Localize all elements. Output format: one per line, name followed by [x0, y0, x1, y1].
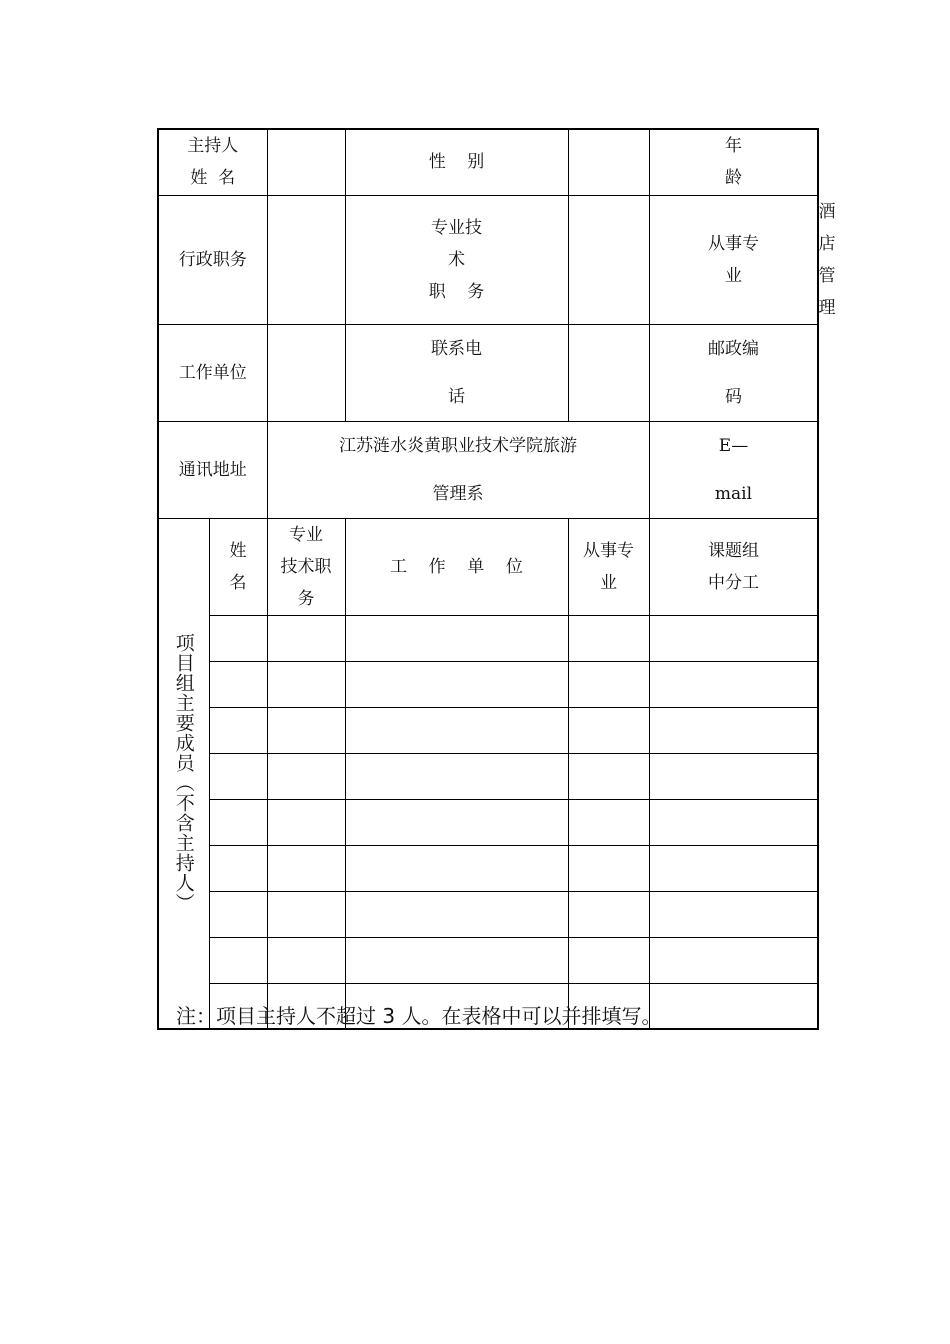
col-major-header: [568, 518, 649, 615]
member-unit-cell[interactable]: [345, 799, 568, 845]
member-row: [158, 845, 818, 891]
member-title-cell[interactable]: [267, 845, 345, 891]
member-name-cell[interactable]: [209, 891, 267, 937]
member-role-cell[interactable]: [649, 799, 818, 845]
member-title-cell[interactable]: [267, 891, 345, 937]
col-title-line3: 务: [297, 588, 315, 609]
gender-label: 性 别: [345, 129, 568, 195]
major-label-line1: 从事专: [708, 233, 759, 254]
tech-title-label: [345, 195, 568, 324]
phone-label-line2: 话: [448, 386, 465, 407]
email-label-line1: E—: [718, 435, 749, 456]
members-side-label-text: 项目组主要成员（不含主持人）: [172, 633, 195, 914]
member-unit-cell[interactable]: [345, 661, 568, 707]
host-name-field[interactable]: [267, 129, 345, 195]
admin-post-label: 行政职务: [158, 195, 267, 324]
host-row: [158, 129, 818, 195]
member-row: [158, 615, 818, 661]
member-role-cell[interactable]: [649, 937, 818, 983]
address-row: [158, 421, 818, 518]
member-role-cell[interactable]: [649, 753, 818, 799]
tech-title-line1: 专业技: [431, 217, 482, 238]
col-title-header: [267, 518, 345, 615]
email-label-line2: mail: [714, 483, 753, 504]
email-label: [649, 421, 818, 518]
phone-label-line1: 联系电: [431, 338, 482, 359]
tech-title-line3: 职 务: [428, 281, 485, 302]
members-side-label: [158, 518, 209, 1029]
age-label-line2: 龄: [725, 168, 742, 189]
member-role-cell[interactable]: [649, 983, 818, 1029]
col-role-line1: 课题组: [708, 540, 759, 561]
postcode-label-line2: 码: [725, 386, 742, 407]
member-role-cell[interactable]: [649, 845, 818, 891]
member-title-cell[interactable]: [267, 707, 345, 753]
member-title-cell[interactable]: [267, 753, 345, 799]
host-name-label-line2: 姓 名: [190, 168, 236, 189]
member-row: [158, 799, 818, 845]
footnote: 注：项目主持人不超过 3 人。在表格中可以并排填写。: [176, 1004, 662, 1028]
member-title-cell[interactable]: [267, 661, 345, 707]
address-label: 通讯地址: [158, 421, 267, 518]
member-unit-cell[interactable]: [345, 753, 568, 799]
members-header-row: [158, 518, 818, 615]
phone-label: [345, 324, 568, 421]
member-major-cell[interactable]: [568, 845, 649, 891]
admin-post-field[interactable]: [267, 195, 345, 324]
member-major-cell[interactable]: [568, 707, 649, 753]
member-unit-cell[interactable]: [345, 707, 568, 753]
member-major-cell[interactable]: [568, 799, 649, 845]
gender-field[interactable]: [568, 129, 649, 195]
col-unit-header: 工 作 单 位: [345, 518, 568, 615]
member-row: [158, 937, 818, 983]
member-row: [158, 891, 818, 937]
address-field[interactable]: [267, 421, 649, 518]
member-name-cell[interactable]: [209, 799, 267, 845]
member-major-cell[interactable]: [568, 615, 649, 661]
tech-title-field[interactable]: [568, 195, 649, 324]
address-line2: 管理系: [432, 483, 484, 504]
col-name-header: [209, 518, 267, 615]
member-unit-cell[interactable]: [345, 891, 568, 937]
member-name-cell[interactable]: [209, 707, 267, 753]
member-role-cell[interactable]: [649, 661, 818, 707]
member-title-cell[interactable]: [267, 799, 345, 845]
col-title-line1: 专业: [289, 524, 323, 545]
post-row: 行政职务 专业技 术 职 务 从事专 业 酒店管理: [158, 195, 818, 324]
member-name-cell[interactable]: [209, 615, 267, 661]
member-name-cell[interactable]: [209, 753, 267, 799]
member-role-cell[interactable]: [649, 891, 818, 937]
host-name-label: [158, 129, 267, 195]
member-role-cell[interactable]: [649, 707, 818, 753]
member-major-cell[interactable]: [568, 753, 649, 799]
member-role-cell[interactable]: [649, 615, 818, 661]
col-role-line2: 中分工: [708, 572, 759, 593]
address-line1: 江苏涟水炎黄职业技术学院旅游: [339, 435, 577, 456]
member-unit-cell[interactable]: [345, 937, 568, 983]
member-name-cell[interactable]: [209, 845, 267, 891]
unit-row: [158, 324, 818, 421]
member-unit-cell[interactable]: [345, 845, 568, 891]
member-name-cell[interactable]: [209, 661, 267, 707]
col-name-line1: 姓: [229, 540, 247, 561]
postcode-label: [649, 324, 818, 421]
work-unit-label: 工作单位: [158, 324, 267, 421]
col-role-header: [649, 518, 818, 615]
work-unit-field[interactable]: [267, 324, 345, 421]
member-major-cell[interactable]: [568, 661, 649, 707]
member-title-cell[interactable]: [267, 937, 345, 983]
col-major-line2: 业: [600, 572, 617, 593]
member-major-cell[interactable]: [568, 891, 649, 937]
member-row: [158, 707, 818, 753]
host-name-label-line1: 主持人: [187, 136, 239, 157]
major-label-line2: 业: [725, 265, 742, 286]
age-label-line1: 年: [725, 136, 742, 157]
tech-title-line2: 术: [448, 249, 465, 270]
postcode-label-line1: 邮政编: [708, 338, 759, 359]
col-name-line2: 名: [229, 572, 247, 593]
application-form-table: [157, 128, 836, 1030]
member-row: [158, 661, 818, 707]
member-row: [158, 753, 818, 799]
age-label: [649, 129, 818, 195]
phone-field[interactable]: [568, 324, 649, 421]
member-title-cell[interactable]: [267, 615, 345, 661]
col-title-line2: 技术职: [280, 556, 332, 577]
member-major-cell[interactable]: [568, 937, 649, 983]
col-major-line1: 从事专: [583, 540, 634, 561]
member-unit-cell[interactable]: [345, 615, 568, 661]
major-label: [649, 195, 818, 324]
member-name-cell[interactable]: [209, 937, 267, 983]
